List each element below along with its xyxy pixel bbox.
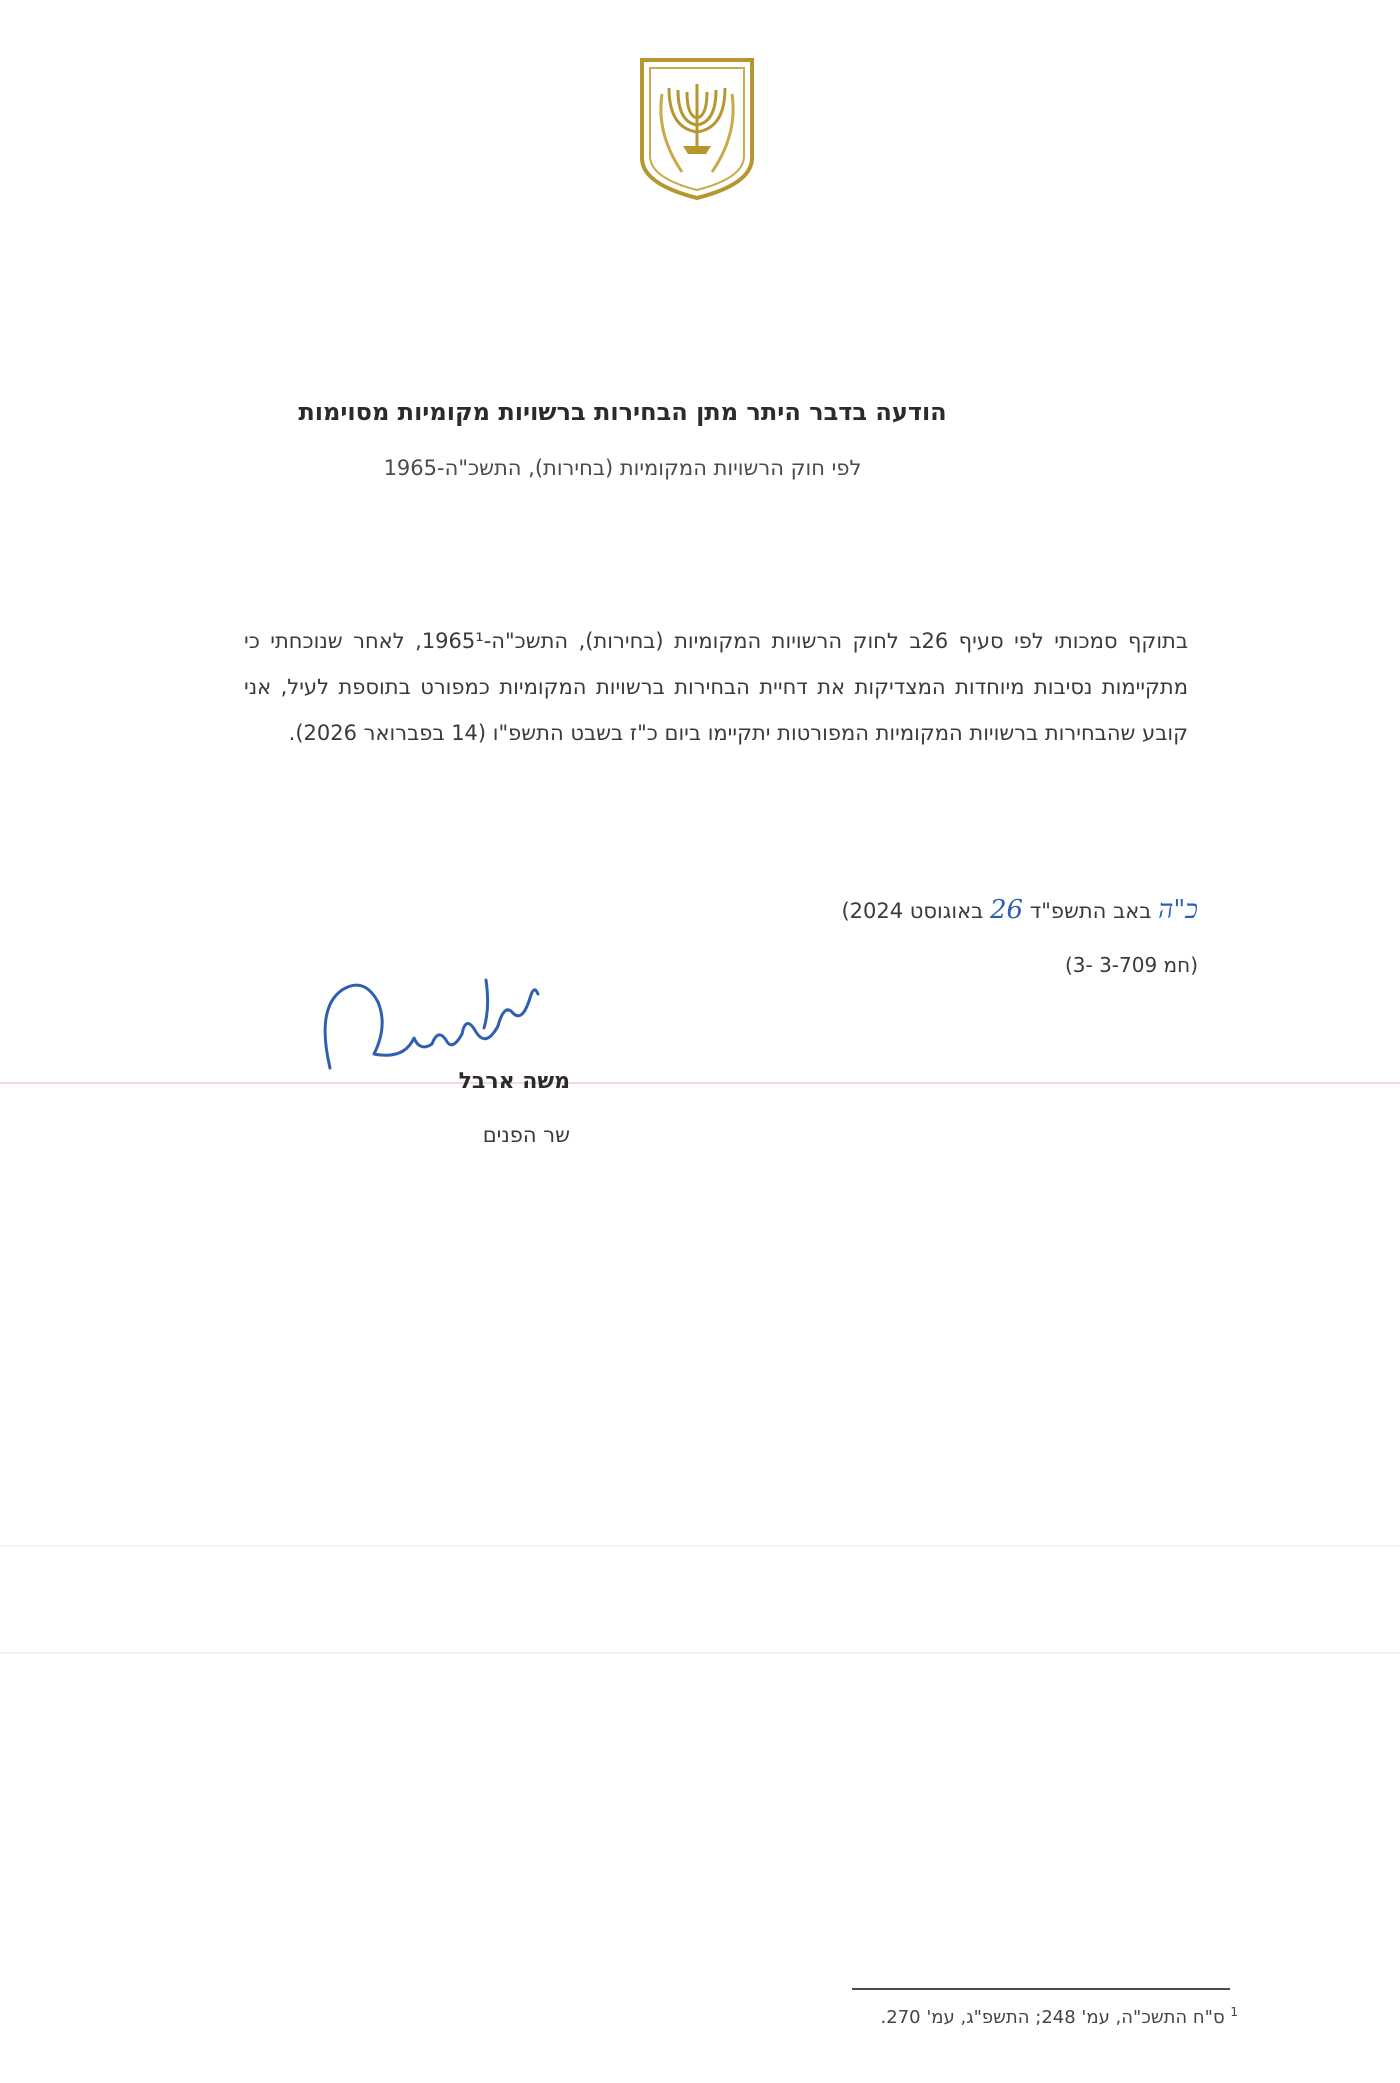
footnote-marker: 1 [1230, 2005, 1238, 2019]
notice-body: בתוקף סמכותי לפי סעיף 26ב לחוק הרשויות המקומיות (בחירות), התשכ"ה-1965¹, לאחר שנוכחתי כי מתקיימות נסיבות מיוחדות המצדיקות את דחיית הבחירות ברשויות המקומיות כמפורט בתוספת לעיל, אני קובע שהבחירות ברשויות המקומיות המפורטות יתקיימו ביום כ"ז בשבט התשפ"ו (14 בפברואר 2026). [244, 629, 1188, 745]
reference-number: (חמ 3-709 -3) [1064, 953, 1198, 977]
notice-heading: הודעה בדבר היתר מתן הבחירות ברשויות מקומיות מסוימות [298, 398, 947, 426]
footnote [760, 2005, 1238, 2028]
handwritten-day: כ"ה [1158, 895, 1198, 925]
scan-artifact-line [0, 1082, 1400, 1084]
footnote-divider [852, 1988, 1230, 1990]
scan-artifact-band [0, 1652, 1400, 1654]
handwritten-date-number: 26 [989, 895, 1024, 925]
scan-artifact-band [0, 1545, 1400, 1547]
date-line [841, 895, 1198, 925]
notice-subheading: לפי חוק הרשויות המקומיות (בחירות), התשכ"ה-1965 [383, 456, 862, 480]
date-hebrew: באב התשפ"ד [1029, 899, 1152, 923]
signer-title: שר הפנים [482, 1123, 570, 1147]
date-gregorian: באוגוסט 2024) [841, 899, 984, 923]
footnote-text: ס"ח התשכ"ה, עמ' 248; התשפ"ג, עמ' 270. [880, 2007, 1225, 2028]
state-emblem-icon [636, 54, 758, 202]
signer-name: משה ארבל [458, 1069, 570, 1094]
